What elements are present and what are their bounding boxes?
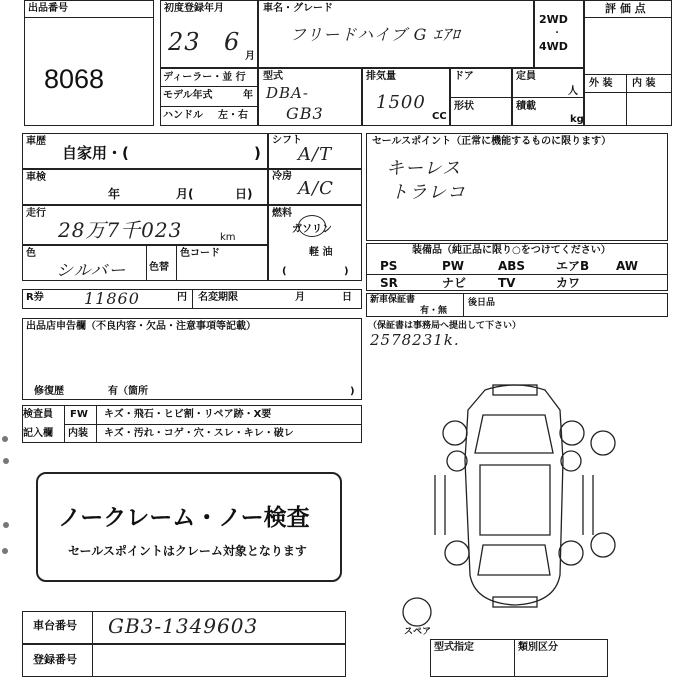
int-legend: キズ・汚れ・コゲ・穴・スレ・キレ・破レ: [104, 428, 294, 439]
type-designation-label: 型式指定: [434, 642, 474, 653]
fuel-label: 燃料: [272, 208, 292, 219]
fuel-paren-close: ): [344, 266, 349, 277]
mid-right-tyre-mark: [561, 451, 581, 471]
mileage-label: 走行: [26, 208, 46, 219]
history-value: 自家用・(: [62, 144, 129, 162]
car-name-value: フリードハイブ G ｴｱﾛ: [290, 25, 461, 44]
repair-value: 有（箇所: [108, 386, 148, 397]
shift-label: シフト: [272, 135, 302, 146]
recycle-month-unit: 月: [295, 292, 305, 303]
chassis-label: 車台番号: [33, 619, 77, 632]
entry-label: 記入欄: [23, 428, 53, 439]
equipment-item: カワ: [556, 276, 581, 290]
warranty-label: 新車保証書: [370, 295, 416, 305]
warranty-note: （保証書は事務局へ提出して下さい）: [368, 321, 522, 331]
inspector-label: 検査員: [23, 409, 53, 420]
fuel-gasoline: ガソリン: [292, 224, 332, 235]
inspection-month-unit: 月(: [176, 187, 194, 201]
warranty-handwritten: 2578231k.: [370, 331, 460, 349]
equipment-item: AW: [616, 259, 638, 273]
capacity-unit: 人: [568, 86, 578, 97]
recycle-day-unit: 日: [342, 292, 352, 303]
spare-label: スペア: [404, 627, 432, 637]
load-label: 積載: [516, 101, 536, 112]
equipment-item: ABS: [498, 259, 526, 273]
lot-box: [24, 0, 154, 126]
first-reg-month-unit: 月: [245, 51, 255, 62]
capacity-label: 定員: [516, 71, 536, 82]
drive-4wd: 4WD: [539, 40, 568, 53]
recycle-label: R券: [26, 292, 44, 303]
inspection-box: [22, 169, 268, 205]
warranty-after-label: 後日品: [468, 298, 496, 308]
fw-label: FW: [70, 409, 88, 420]
mid-left-tyre-mark: [447, 451, 467, 471]
aircon-label: 冷房: [272, 171, 292, 182]
model-type-value-2: GB3: [286, 104, 324, 123]
equipment-item: ナビ: [442, 276, 467, 290]
mileage-unit: km: [220, 232, 236, 243]
exterior-label: 外 装: [589, 78, 613, 89]
car-diagram: [395, 375, 635, 635]
handle-options: 左・右: [218, 110, 248, 121]
model-type-value-1: DBA-: [266, 84, 309, 102]
rear-left-tyre-mark: [445, 541, 469, 565]
rear-right-tyre-mark: [559, 541, 583, 565]
rear-left2-tyre-mark: [591, 431, 615, 455]
front-left-tyre-mark: [443, 421, 467, 445]
handle-label: ハンドル: [163, 110, 203, 121]
recycle-expiry-label: 名変期限: [198, 292, 238, 303]
aircon-value: A/C: [298, 178, 334, 199]
fuel-paren-open: (: [282, 266, 287, 277]
front-right-tyre-mark: [560, 421, 584, 445]
displacement-unit: CC: [432, 111, 447, 122]
first-reg-year: 23: [168, 28, 201, 56]
eval-label: 評 価 点: [605, 2, 646, 15]
mileage-value: 28万7千023: [58, 218, 183, 242]
load-unit: kg: [570, 114, 584, 125]
history-box: [22, 133, 268, 169]
margin-dot: [3, 458, 9, 464]
margin-dot: [3, 522, 9, 528]
fuel-light-oil: 軽 油: [309, 247, 333, 258]
chassis-value: GB3-1349603: [108, 614, 259, 638]
recycle-value: 11860: [84, 289, 140, 308]
sales-points-line-2: トラレコ: [390, 182, 466, 203]
equipment-item: SR: [380, 276, 398, 290]
equipment-label: 装備品（純正品に限り○をつけてください）: [412, 245, 611, 256]
eval-box: [584, 0, 672, 126]
color-code-label: 色コード: [180, 248, 220, 259]
registration-label: 登録番号: [33, 653, 77, 666]
repair-close: ): [350, 386, 355, 397]
shape-label: 形状: [454, 101, 474, 112]
history-close: ): [254, 144, 261, 162]
stamp-title: ノークレーム・ノー検査: [58, 505, 310, 531]
first-reg-label: 初度登録年月: [164, 3, 224, 14]
int-label: 内装: [68, 428, 88, 439]
drive-2wd: 2WD: [539, 13, 568, 26]
lot-label: 出品番号: [28, 3, 68, 14]
rear-right2-tyre-mark: [591, 533, 615, 557]
equipment-item: TV: [498, 276, 516, 290]
car-roof: [480, 465, 550, 535]
equipment-item: PW: [442, 259, 465, 273]
car-windshield: [475, 415, 553, 453]
dealer-label: ディーラー・並 行: [163, 72, 246, 83]
displacement-label: 排気量: [366, 71, 396, 82]
door-label: ドア: [454, 71, 474, 82]
model-year-label: モデル年式: [163, 90, 213, 101]
shift-value: A/T: [298, 144, 333, 165]
car-rear-window: [478, 545, 550, 575]
displacement-value: 1500: [376, 92, 426, 113]
interior-label: 内 装: [632, 78, 656, 89]
sales-points-line-1: キーレス: [386, 158, 462, 179]
lot-number: 8068: [44, 64, 105, 94]
first-reg-month: 6: [224, 28, 241, 56]
drive-dot: ・: [552, 28, 562, 39]
inspection-year-unit: 年: [108, 187, 121, 201]
warranty-options: 有・無: [420, 306, 448, 316]
spare-tyre-mark: [403, 598, 431, 626]
margin-dot: [2, 436, 8, 442]
equipment-item: エアB: [556, 259, 590, 273]
model-year-unit: 年: [243, 90, 253, 101]
stamp-subtitle: セールスポイントはクレーム対象となります: [68, 544, 307, 558]
inspection-label: 車検: [26, 172, 46, 183]
fw-legend: キズ・飛石・ヒビ割・リペア跡・X要: [104, 409, 272, 420]
car-name-label: 車名・グレード: [263, 3, 333, 14]
color-label: 色: [26, 248, 36, 259]
seller-notes-label: 出品店申告欄（不良内容・欠品・注意事項等記載）: [26, 321, 256, 332]
recycle-unit: 円: [177, 292, 187, 303]
inspection-day-unit: 日): [235, 187, 253, 201]
color-change-label: 色替: [149, 262, 169, 273]
equipment-item: PS: [380, 259, 398, 273]
margin-dot: [2, 548, 8, 554]
fuel-gasoline-circle: [298, 215, 326, 237]
history-label: 車歴: [26, 136, 46, 147]
repair-label: 修復歴: [34, 386, 64, 397]
model-type-label: 型式: [263, 71, 283, 82]
category-label: 類別区分: [518, 642, 558, 653]
color-value: シルバー: [56, 261, 127, 281]
sales-points-label: セールスポイント（正常に機能するものに限ります）: [372, 136, 612, 147]
